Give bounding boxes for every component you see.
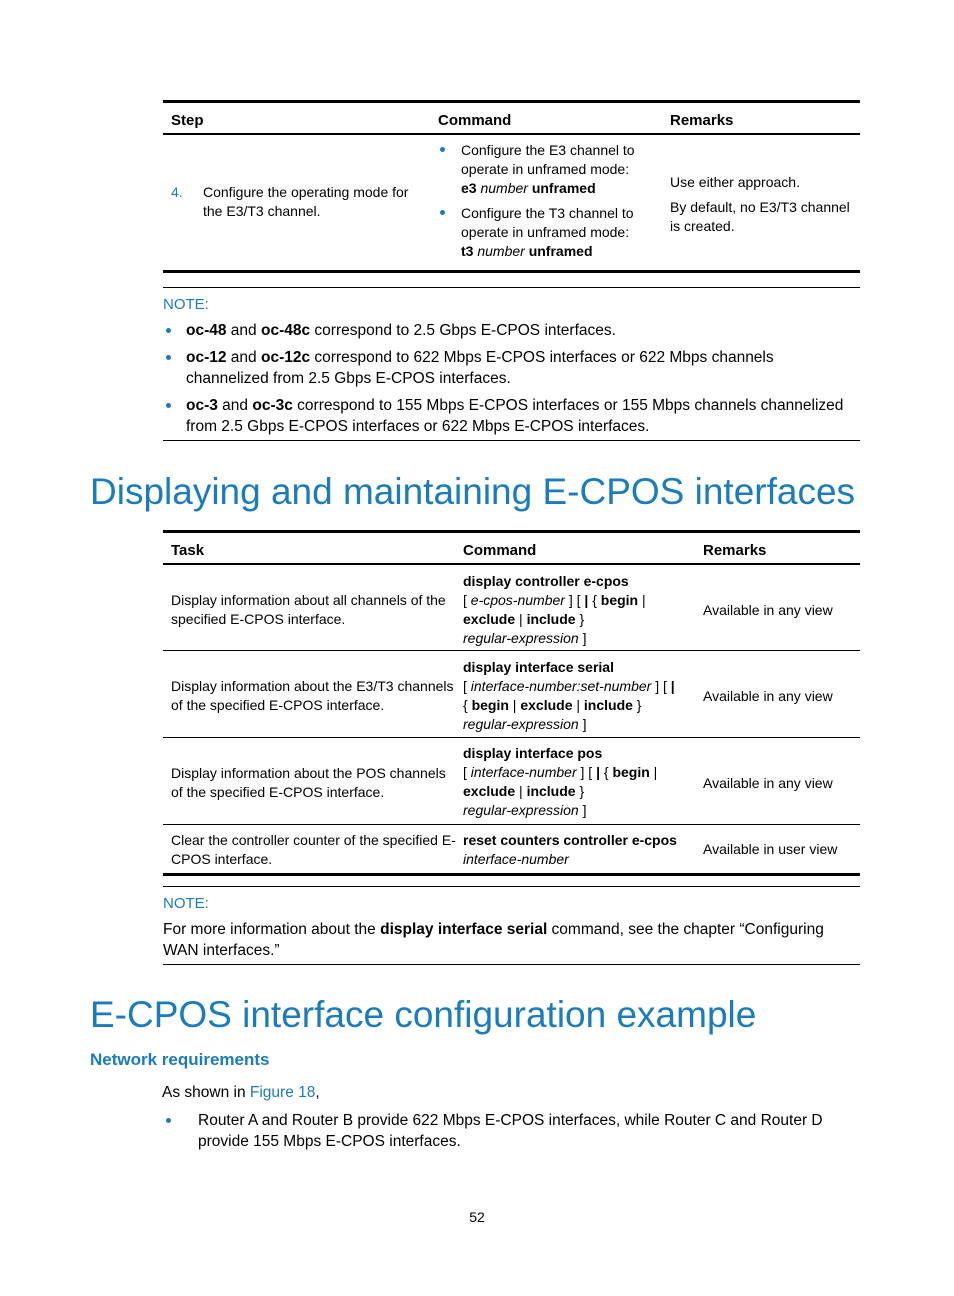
command-cell: display interface serial [ interface-number:set-number ] [ | { begin | exclude | include } regular-expression ] [463, 659, 675, 732]
list-item: Configure the E3 channel to operate in unframed mode: e3 number unframed [438, 141, 653, 198]
section-title: Displaying and maintaining E-CPOS interfaces [90, 471, 856, 512]
page-number: 52 [469, 1209, 485, 1225]
config-step-table [163, 100, 860, 273]
note-label: NOTE: [163, 296, 209, 313]
table-row: Display information about the E3/T3 channels of the specified E-CPOS interface. display interface serial [ interface-number:set-number ] [ | { begin | exclude | include } regular-expression ] Available in any view [163, 651, 860, 738]
section-title: E-CPOS interface configuration example [90, 994, 757, 1035]
header-step: Step [171, 112, 204, 129]
note-list [163, 320, 860, 437]
subsection-title: Network requirements [90, 1050, 270, 1069]
bullet-icon [166, 1118, 171, 1123]
header-command: Command [438, 112, 512, 129]
list-item: oc-3 and oc-3c correspond to 155 Mbps E-CPOS interfaces or 155 Mbps channels channelized from 2.5 Gbps E-CPOS interfaces or 622 Mbps E-CPOS interfaces. [163, 395, 860, 437]
table-row: Display information about all channels of the specified E-CPOS interface. display controller e-cpos [ e-cpos-number ] [ | { begin | exclude | include } regular-expression ] Available in any view [163, 565, 860, 651]
table-row: Clear the controller counter of the specified E-CPOS interface. reset counters controller e-cpos interface-number Available in user view [163, 825, 860, 876]
command-cell: display controller e-cpos [ e-cpos-number ] [ | { begin | exclude | include } regular-expression ] [463, 573, 646, 646]
intro-paragraph: As shown in Figure 18, [162, 1084, 320, 1101]
table-row: Display information about the POS channels of the specified E-CPOS interface. display interface pos [ interface-number ] [ | { begin | exclude | include } regular-expression ] Available in any view [163, 738, 860, 825]
step-text: Configure the operating mode for the E3/T3 channel. [203, 184, 409, 219]
note-box [163, 287, 860, 441]
note-text: For more information about the display interface serial command, see the chapter “Configuring WAN interfaces.” [163, 921, 824, 959]
header-remarks: Remarks [670, 112, 734, 129]
list-item: oc-48 and oc-48c correspond to 2.5 Gbps E-CPOS interfaces. [163, 320, 860, 341]
header-task: Task [171, 542, 205, 559]
list-item: Router A and Router B provide 622 Mbps E-CPOS interfaces, while Router C and Router D provide 155 Mbps E-CPOS interfaces. [163, 1110, 863, 1152]
table-bottom-rule [163, 270, 860, 273]
list-item: Configure the T3 channel to operate in unframed mode: t3 number unframed [438, 204, 653, 261]
display-commands-table [163, 530, 860, 876]
step-number: 4. [171, 184, 183, 200]
table-header [163, 103, 860, 133]
command-cell: display interface pos [ interface-number ] [ | { begin | exclude | include } regular-expression ] [463, 745, 658, 818]
table-header [163, 533, 860, 563]
note-box [163, 886, 860, 965]
remarks-cell: Use either approach. By default, no E3/T3 channel is created. [670, 174, 850, 234]
figure-link[interactable]: Figure 18 [249, 1084, 316, 1101]
command-list [438, 141, 653, 267]
command-cell: reset counters controller e-cpos interface-number [463, 832, 677, 867]
table-row [163, 135, 860, 270]
header-command: Command [463, 542, 537, 559]
header-remarks: Remarks [703, 542, 767, 559]
list-item: oc-12 and oc-12c correspond to 622 Mbps E-CPOS interfaces or 622 Mbps channels channelized from 2.5 Gbps E-CPOS interfaces. [163, 347, 860, 389]
note-label: NOTE: [163, 895, 209, 912]
